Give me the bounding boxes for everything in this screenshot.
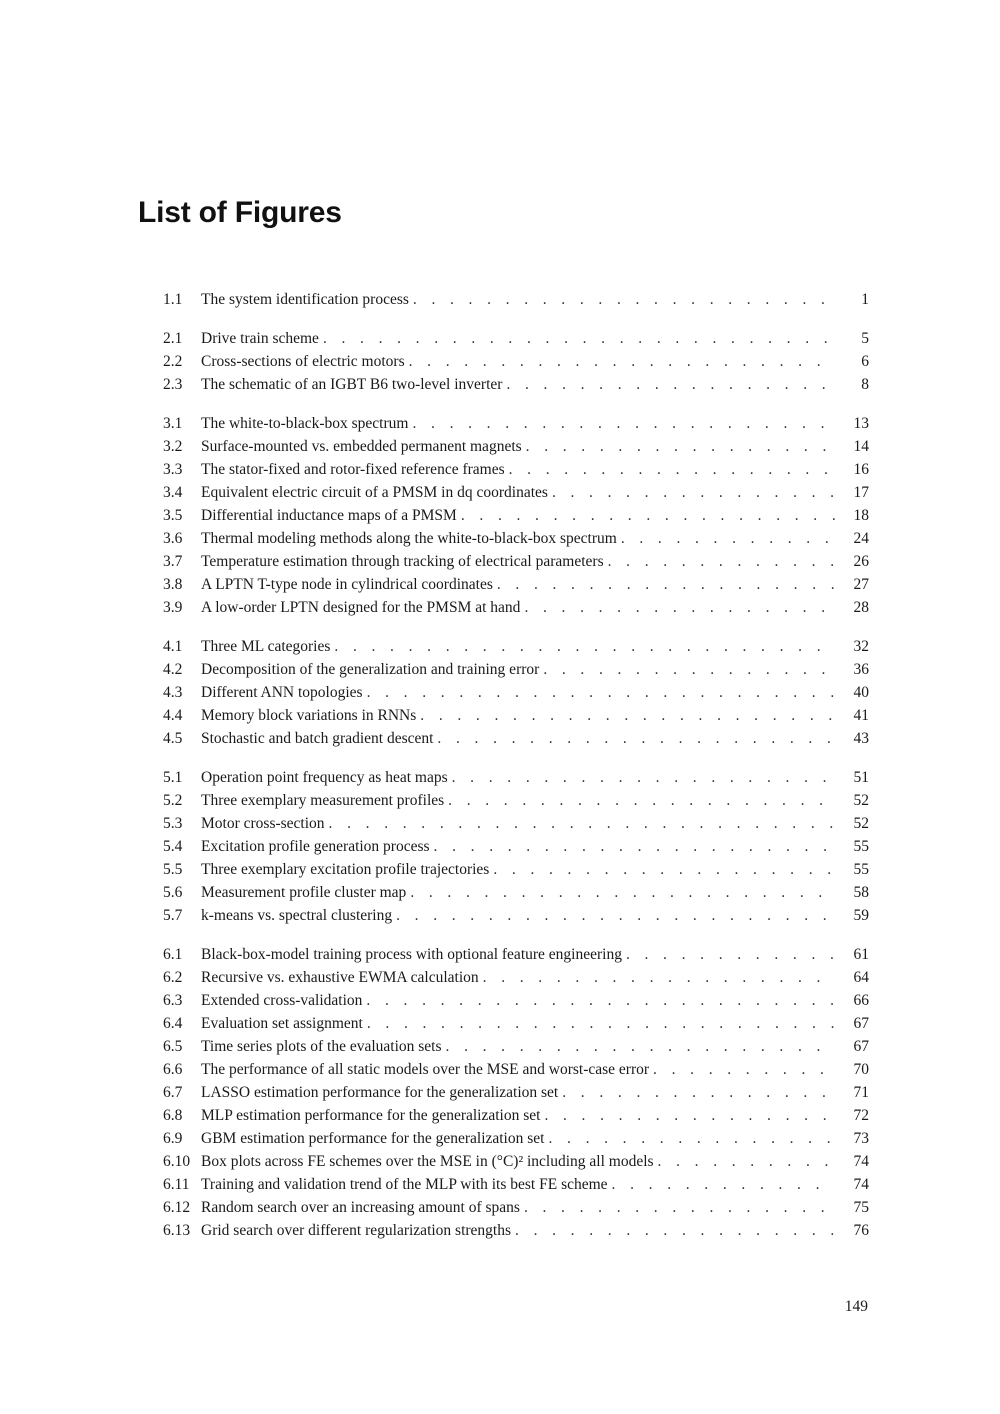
- figure-page-ref: 32: [853, 638, 869, 655]
- dot-leader: [452, 766, 835, 789]
- figure-number: 3.2: [163, 438, 183, 455]
- figure-caption: Decomposition of the generalization and training error: [201, 658, 543, 681]
- dot-leader: [434, 835, 835, 858]
- dot-leader: [446, 1035, 835, 1058]
- figure-page-ref: 51: [853, 769, 869, 786]
- dot-leader: [412, 412, 835, 435]
- figure-page-ref: 36: [853, 661, 869, 678]
- dot-leader: [448, 789, 835, 812]
- figure-group: [163, 327, 869, 396]
- dot-leader: [548, 1127, 835, 1150]
- dot-leader: [626, 943, 835, 966]
- figure-caption: Operation point frequency as heat maps: [201, 766, 452, 789]
- figure-number: 6.12: [163, 1199, 191, 1216]
- figure-page-ref: 74: [853, 1153, 869, 1170]
- figure-entry[interactable]: [163, 727, 869, 750]
- figure-number: 2.3: [163, 376, 183, 393]
- figure-group: [163, 412, 869, 619]
- figure-caption: Cross-sections of electric motors: [201, 350, 409, 373]
- figure-caption: The system identification process: [201, 288, 413, 311]
- dot-leader: [437, 727, 835, 750]
- figure-page-ref: 27: [853, 576, 869, 593]
- figure-entry[interactable]: [163, 1127, 869, 1150]
- figure-number: 3.3: [163, 461, 183, 478]
- figure-number: 6.7: [163, 1084, 183, 1101]
- figure-page-ref: 67: [853, 1015, 869, 1032]
- figure-page-ref: 67: [853, 1038, 869, 1055]
- figure-page-ref: 70: [853, 1061, 869, 1078]
- dot-leader: [608, 550, 835, 573]
- figure-entry[interactable]: [163, 966, 869, 989]
- figure-caption: Excitation profile generation process: [201, 835, 434, 858]
- figure-number: 6.6: [163, 1061, 183, 1078]
- figure-caption: Different ANN topologies: [201, 681, 367, 704]
- figure-page-ref: 72: [853, 1107, 869, 1124]
- figure-entry[interactable]: [163, 550, 869, 573]
- figure-caption: Box plots across FE schemes over the MSE in (°C)² including all models: [201, 1150, 658, 1173]
- figure-page-ref: 59: [853, 907, 869, 924]
- figure-number: 4.5: [163, 730, 183, 747]
- figure-caption: A low-order LPTN designed for the PMSM at hand: [201, 596, 524, 619]
- figure-number: 3.1: [163, 415, 183, 432]
- figure-entry[interactable]: [163, 681, 869, 704]
- figure-caption: Time series plots of the evaluation sets: [201, 1035, 446, 1058]
- figure-number: 6.10: [163, 1153, 191, 1170]
- figure-caption: Equivalent electric circuit of a PMSM in dq coordinates: [201, 481, 552, 504]
- figure-entry[interactable]: [163, 835, 869, 858]
- figure-number: 1.1: [163, 291, 183, 308]
- dot-leader: [544, 1104, 835, 1127]
- figure-page-ref: 18: [853, 507, 869, 524]
- figure-page-ref: 75: [853, 1199, 869, 1216]
- figure-page-ref: 66: [853, 992, 869, 1009]
- page-number: 149: [844, 1298, 868, 1315]
- dot-leader: [497, 573, 835, 596]
- figure-number: 6.9: [163, 1130, 183, 1147]
- figure-number: 4.2: [163, 661, 183, 678]
- figure-caption: Surface-mounted vs. embedded permanent magnets: [201, 435, 526, 458]
- dot-leader: [410, 881, 835, 904]
- figure-caption: Grid search over different regularization strengths: [201, 1219, 515, 1242]
- figure-page-ref: 61: [853, 946, 869, 963]
- figure-caption: Differential inductance maps of a PMSM: [201, 504, 461, 527]
- figure-caption: GBM estimation performance for the generalization set: [201, 1127, 548, 1150]
- figure-number: 3.6: [163, 530, 183, 547]
- figure-number: 6.8: [163, 1107, 183, 1124]
- figure-page-ref: 43: [853, 730, 869, 747]
- figure-entry[interactable]: [163, 481, 869, 504]
- figure-entry[interactable]: [163, 504, 869, 527]
- figure-number: 5.1: [163, 769, 183, 786]
- figure-caption: LASSO estimation performance for the generalization set: [201, 1081, 562, 1104]
- figure-entry[interactable]: [163, 989, 869, 1012]
- figure-caption: Motor cross-section: [201, 812, 329, 835]
- figure-number: 3.9: [163, 599, 183, 616]
- figure-page-ref: 28: [853, 599, 869, 616]
- figure-page-ref: 64: [853, 969, 869, 986]
- figure-number: 5.2: [163, 792, 183, 809]
- figure-number: 4.4: [163, 707, 183, 724]
- dot-leader: [509, 458, 835, 481]
- figure-page-ref: 13: [853, 415, 869, 432]
- figure-page-ref: 8: [861, 376, 869, 393]
- dot-leader: [543, 658, 835, 681]
- figure-number: 3.5: [163, 507, 183, 524]
- figure-page-ref: 16: [853, 461, 869, 478]
- figure-caption: Stochastic and batch gradient descent: [201, 727, 437, 750]
- dot-leader: [420, 704, 835, 727]
- figure-number: 2.2: [163, 353, 183, 370]
- figure-caption: The white-to-black-box spectrum: [201, 412, 412, 435]
- dot-leader: [506, 373, 835, 396]
- dot-leader: [461, 504, 835, 527]
- figure-page-ref: 17: [853, 484, 869, 501]
- figure-group: [163, 288, 869, 311]
- figure-page-ref: 55: [853, 861, 869, 878]
- figure-page-ref: 14: [853, 438, 869, 455]
- figure-caption: Random search over an increasing amount of spans: [201, 1196, 524, 1219]
- figure-entry[interactable]: [163, 1173, 869, 1196]
- figure-entry[interactable]: [163, 1104, 869, 1127]
- figure-page-ref: 55: [853, 838, 869, 855]
- dot-leader: [396, 904, 835, 927]
- figure-number: 3.7: [163, 553, 183, 570]
- figure-caption: Three exemplary measurement profiles: [201, 789, 448, 812]
- figure-entry[interactable]: [163, 704, 869, 727]
- figure-page-ref: 74: [853, 1176, 869, 1193]
- figure-number: 2.1: [163, 330, 183, 347]
- dot-leader: [658, 1150, 835, 1173]
- figure-number: 6.5: [163, 1038, 183, 1055]
- dot-leader: [552, 481, 835, 504]
- dot-leader: [409, 350, 835, 373]
- figure-caption: The stator-fixed and rotor-fixed reference frames: [201, 458, 509, 481]
- figure-entry[interactable]: [163, 789, 869, 812]
- figure-number: 3.8: [163, 576, 183, 593]
- figure-number: 6.13: [163, 1222, 191, 1239]
- figure-caption: The schematic of an IGBT B6 two-level inverter: [201, 373, 506, 396]
- figure-group: [163, 635, 869, 750]
- figure-group: [163, 943, 869, 1242]
- figure-entry[interactable]: [163, 1150, 869, 1173]
- dot-leader: [413, 288, 835, 311]
- figure-page-ref: 76: [853, 1222, 869, 1239]
- figure-caption: Measurement profile cluster map: [201, 881, 410, 904]
- figure-page-ref: 1: [861, 291, 869, 308]
- figure-number: 6.3: [163, 992, 183, 1009]
- dot-leader: [621, 527, 835, 550]
- figure-caption: Black-box-model training process with optional feature engineering: [201, 943, 626, 966]
- dot-leader: [653, 1058, 835, 1081]
- figure-entry[interactable]: [163, 327, 869, 350]
- figure-entry[interactable]: [163, 766, 869, 789]
- figure-entry[interactable]: [163, 412, 869, 435]
- dot-leader: [524, 1196, 835, 1219]
- figure-entry[interactable]: [163, 350, 869, 373]
- dot-leader: [366, 989, 835, 1012]
- figure-number: 3.4: [163, 484, 183, 501]
- figure-caption: Evaluation set assignment: [201, 1012, 367, 1035]
- figure-page-ref: 6: [861, 353, 869, 370]
- figure-caption: Thermal modeling methods along the white-to-black-box spectrum: [201, 527, 621, 550]
- figure-entry[interactable]: [163, 527, 869, 550]
- figure-number: 5.7: [163, 907, 183, 924]
- figure-entry[interactable]: [163, 635, 869, 658]
- dot-leader: [367, 1012, 835, 1035]
- figure-entry[interactable]: [163, 288, 869, 311]
- figure-page-ref: 24: [853, 530, 869, 547]
- figure-number: 4.1: [163, 638, 183, 655]
- figure-caption: Drive train scheme: [201, 327, 323, 350]
- figure-entry[interactable]: [163, 812, 869, 835]
- figure-caption: Three exemplary excitation profile trajectories: [201, 858, 493, 881]
- dot-leader: [562, 1081, 835, 1104]
- figure-entry[interactable]: [163, 904, 869, 927]
- figure-number: 5.6: [163, 884, 183, 901]
- figure-group: [163, 766, 869, 927]
- figure-page-ref: 5: [861, 330, 869, 347]
- figure-caption: Memory block variations in RNNs: [201, 704, 420, 727]
- figure-caption: Extended cross-validation: [201, 989, 366, 1012]
- figure-page-ref: 52: [853, 792, 869, 809]
- figure-caption: k-means vs. spectral clustering: [201, 904, 396, 927]
- figure-page-ref: 40: [853, 684, 869, 701]
- figure-entry[interactable]: [163, 1219, 869, 1242]
- figure-entry[interactable]: [163, 1081, 869, 1104]
- figure-caption: Temperature estimation through tracking of electrical parameters: [201, 550, 608, 573]
- dot-leader: [329, 812, 835, 835]
- dot-leader: [334, 635, 835, 658]
- figure-entry[interactable]: [163, 435, 869, 458]
- figure-number: 5.4: [163, 838, 183, 855]
- figure-entry[interactable]: [163, 1035, 869, 1058]
- dot-leader: [515, 1219, 835, 1242]
- figure-caption: A LPTN T-type node in cylindrical coordinates: [201, 573, 497, 596]
- figure-caption: Training and validation trend of the MLP with its best FE scheme: [201, 1173, 612, 1196]
- figure-entry[interactable]: [163, 1196, 869, 1219]
- dot-leader: [612, 1173, 835, 1196]
- figure-number: 6.4: [163, 1015, 183, 1032]
- figure-entry[interactable]: [163, 596, 869, 619]
- figure-number: 6.1: [163, 946, 183, 963]
- page-title: List of Figures: [138, 196, 342, 229]
- figure-entry[interactable]: [163, 373, 869, 396]
- figure-entry[interactable]: [163, 458, 869, 481]
- figure-page-ref: 52: [853, 815, 869, 832]
- figure-entry[interactable]: [163, 881, 869, 904]
- figure-caption: The performance of all static models over the MSE and worst-case error: [201, 1058, 653, 1081]
- figure-number: 5.5: [163, 861, 183, 878]
- figure-number: 6.2: [163, 969, 183, 986]
- dot-leader: [524, 596, 835, 619]
- figure-page-ref: 58: [853, 884, 869, 901]
- dot-leader: [483, 966, 835, 989]
- dot-leader: [493, 858, 835, 881]
- figure-caption: Three ML categories: [201, 635, 334, 658]
- figure-number: 5.3: [163, 815, 183, 832]
- figure-page-ref: 41: [853, 707, 869, 724]
- dot-leader: [323, 327, 835, 350]
- figure-caption: Recursive vs. exhaustive EWMA calculation: [201, 966, 483, 989]
- figure-entry[interactable]: [163, 1012, 869, 1035]
- dot-leader: [367, 681, 835, 704]
- figure-number: 4.3: [163, 684, 183, 701]
- figure-entry[interactable]: [163, 943, 869, 966]
- figure-entry[interactable]: [163, 858, 869, 881]
- figure-number: 6.11: [163, 1176, 190, 1193]
- figure-entry[interactable]: [163, 1058, 869, 1081]
- figure-page-ref: 26: [853, 553, 869, 570]
- figure-page-ref: 71: [853, 1084, 869, 1101]
- list-of-figures: [163, 288, 869, 1258]
- figure-entry[interactable]: [163, 573, 869, 596]
- figure-page-ref: 73: [853, 1130, 869, 1147]
- figure-entry[interactable]: [163, 658, 869, 681]
- figure-caption: MLP estimation performance for the generalization set: [201, 1104, 544, 1127]
- dot-leader: [526, 435, 835, 458]
